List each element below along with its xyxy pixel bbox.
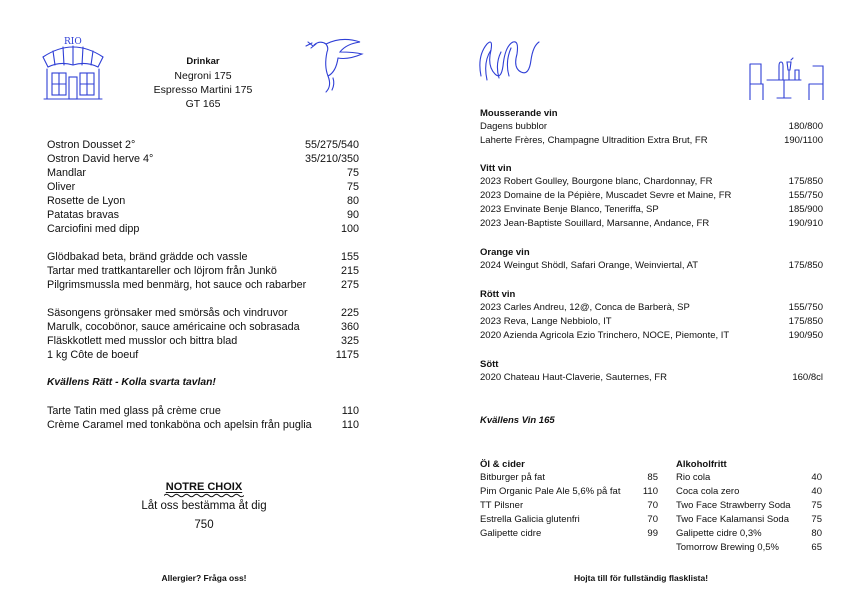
soft-drink-item: Two Face Kalamansi Soda 75 <box>676 514 822 525</box>
special-of-the-evening: Kvällens Rätt - Kolla svarta tavlan! <box>47 377 216 388</box>
storefront-sign-text: RIO <box>64 37 82 47</box>
wine-item: 2024 Weingut Shödl, Safari Orange, Weinviertal, AT 175/850 <box>480 260 823 271</box>
wine-item: 2023 Reva, Lange Nebbiolo, IT 175/850 <box>480 316 823 327</box>
drink-item: Espresso Martini 175 <box>153 84 253 96</box>
menu-item: Oliver 75 <box>47 181 359 193</box>
snacks-list <box>47 138 359 236</box>
wine-item: 2020 Azienda Agricola Ezio Trinchero, NOCE, Piemonte, IT 190/950 <box>480 330 823 341</box>
mains-list <box>47 306 359 362</box>
section-title: Sött <box>480 359 499 370</box>
menu-item: Pilgrimsmussla med benmärg, hot sauce och rabarber 275 <box>47 279 359 291</box>
right-wine-page <box>421 0 842 595</box>
wine-item: 2023 Robert Goulley, Bourgone blanc, Chardonnay, FR 175/850 <box>480 176 823 187</box>
beer-item: Bitburger på fat 85 <box>480 472 658 483</box>
desserts-list <box>47 404 359 432</box>
orange-wine-section <box>480 246 823 273</box>
menu-item: Crème Caramel med tonkaböna och apelsin från puglia 110 <box>47 419 359 431</box>
section-title: Mousserande vin <box>480 108 558 119</box>
section-title: Orange vin <box>480 247 530 258</box>
white-wine-section <box>480 162 823 231</box>
soft-drink-item: Galipette cidre 0,3% 80 <box>676 528 822 539</box>
menu-item: Carciofini med dipp 100 <box>47 223 359 235</box>
bottle-list-footer: Hojta till för fullständig flasklista! <box>573 573 709 583</box>
wine-item: 2023 Carles Andreu, 12@, Conca de Barberà, SP 155/750 <box>480 302 823 313</box>
notre-choix-price: 750 <box>194 519 214 531</box>
cafe-table-chairs-illustration <box>747 56 827 100</box>
menu-item: Tartar med trattkantareller och löjrom från Junkö 215 <box>47 265 359 277</box>
menu-item: Marulk, cocobönor, sauce américaine och sobrasada 360 <box>47 321 359 333</box>
wine-item: 2023 Domaine de la Pépière, Muscadet Sevre et Maine, FR 155/750 <box>480 190 823 201</box>
menu-item: 1 kg Côte de boeuf 1175 <box>47 349 359 361</box>
wine-item: Dagens bubblor 180/800 <box>480 121 823 132</box>
dove-illustration <box>302 36 366 94</box>
notre-choix-title: NOTRE CHOIX <box>165 481 243 493</box>
allergy-footer: Allergier? Fråga oss! <box>161 573 247 583</box>
menu-item: Patatas bravas 90 <box>47 209 359 221</box>
beer-item: TT Pilsner 70 <box>480 500 658 511</box>
menu-item: Ostron Dousset 2° 55/275/540 <box>47 139 359 151</box>
beer-cider-section <box>480 458 658 541</box>
notre-choix-subtitle: Låt oss bestämma åt dig <box>141 500 267 512</box>
wine-item: 2023 Envinate Benje Blanco, Teneriffa, SP 185/900 <box>480 204 823 215</box>
wine-item: Laherte Frères, Champagne Ultradition Extra Brut, FR 190/1100 <box>480 135 823 146</box>
soft-drink-item: Coca cola zero 40 <box>676 486 822 497</box>
drinks-title: Drinkar <box>186 56 220 67</box>
bar-storefront-illustration <box>40 35 106 103</box>
drink-item: Negroni 175 <box>174 70 232 82</box>
drink-item: GT 165 <box>185 98 221 110</box>
beer-item: Pim Organic Pale Ale 5,6% på fat 110 <box>480 486 658 497</box>
squiggle-illustration <box>477 36 543 84</box>
menu-item: Fläskkotlett med musslor och bittra blad 325 <box>47 335 359 347</box>
red-wine-section <box>480 288 823 343</box>
section-title: Vitt vin <box>480 163 512 174</box>
wine-of-the-evening: Kvällens Vin 165 <box>480 415 555 426</box>
wine-item: 2023 Jean-Baptiste Souillard, Marsanne, Andance, FR 190/910 <box>480 218 823 229</box>
menu-item: Ostron David herve 4° 35/210/350 <box>47 153 359 165</box>
notre-choix-block <box>120 481 288 534</box>
menu-item: Rosette de Lyon 80 <box>47 195 359 207</box>
menu-item: Tarte Tatin med glass på crème crue 110 <box>47 405 359 417</box>
menu-item: Säsongens grönsaker med smörsås och vindruvor 225 <box>47 307 359 319</box>
sweet-wine-section <box>480 358 823 385</box>
soft-drink-item: Two Face Strawberry Soda 75 <box>676 500 822 511</box>
sparkling-wine-section <box>480 107 823 148</box>
wine-item: 2020 Chateau Haut-Claverie, Sauternes, FR 160/8cl <box>480 372 823 383</box>
soft-drink-item: Tomorrow Brewing 0,5% 65 <box>676 542 822 553</box>
alcohol-free-section <box>676 458 822 555</box>
soft-drink-item: Rio cola 40 <box>676 472 822 483</box>
section-title: Rött vin <box>480 289 516 300</box>
section-title: Öl & cider <box>480 459 525 470</box>
section-title: Alkoholfritt <box>676 459 727 470</box>
menu-item: Mandlar 75 <box>47 167 359 179</box>
menu-item: Glödbakad beta, bränd grädde och vassle 155 <box>47 251 359 263</box>
beer-item: Estrella Galicia glutenfri 70 <box>480 514 658 525</box>
beer-item: Galipette cidre 99 <box>480 528 658 539</box>
drinks-block <box>148 55 258 111</box>
starters-list <box>47 250 359 292</box>
